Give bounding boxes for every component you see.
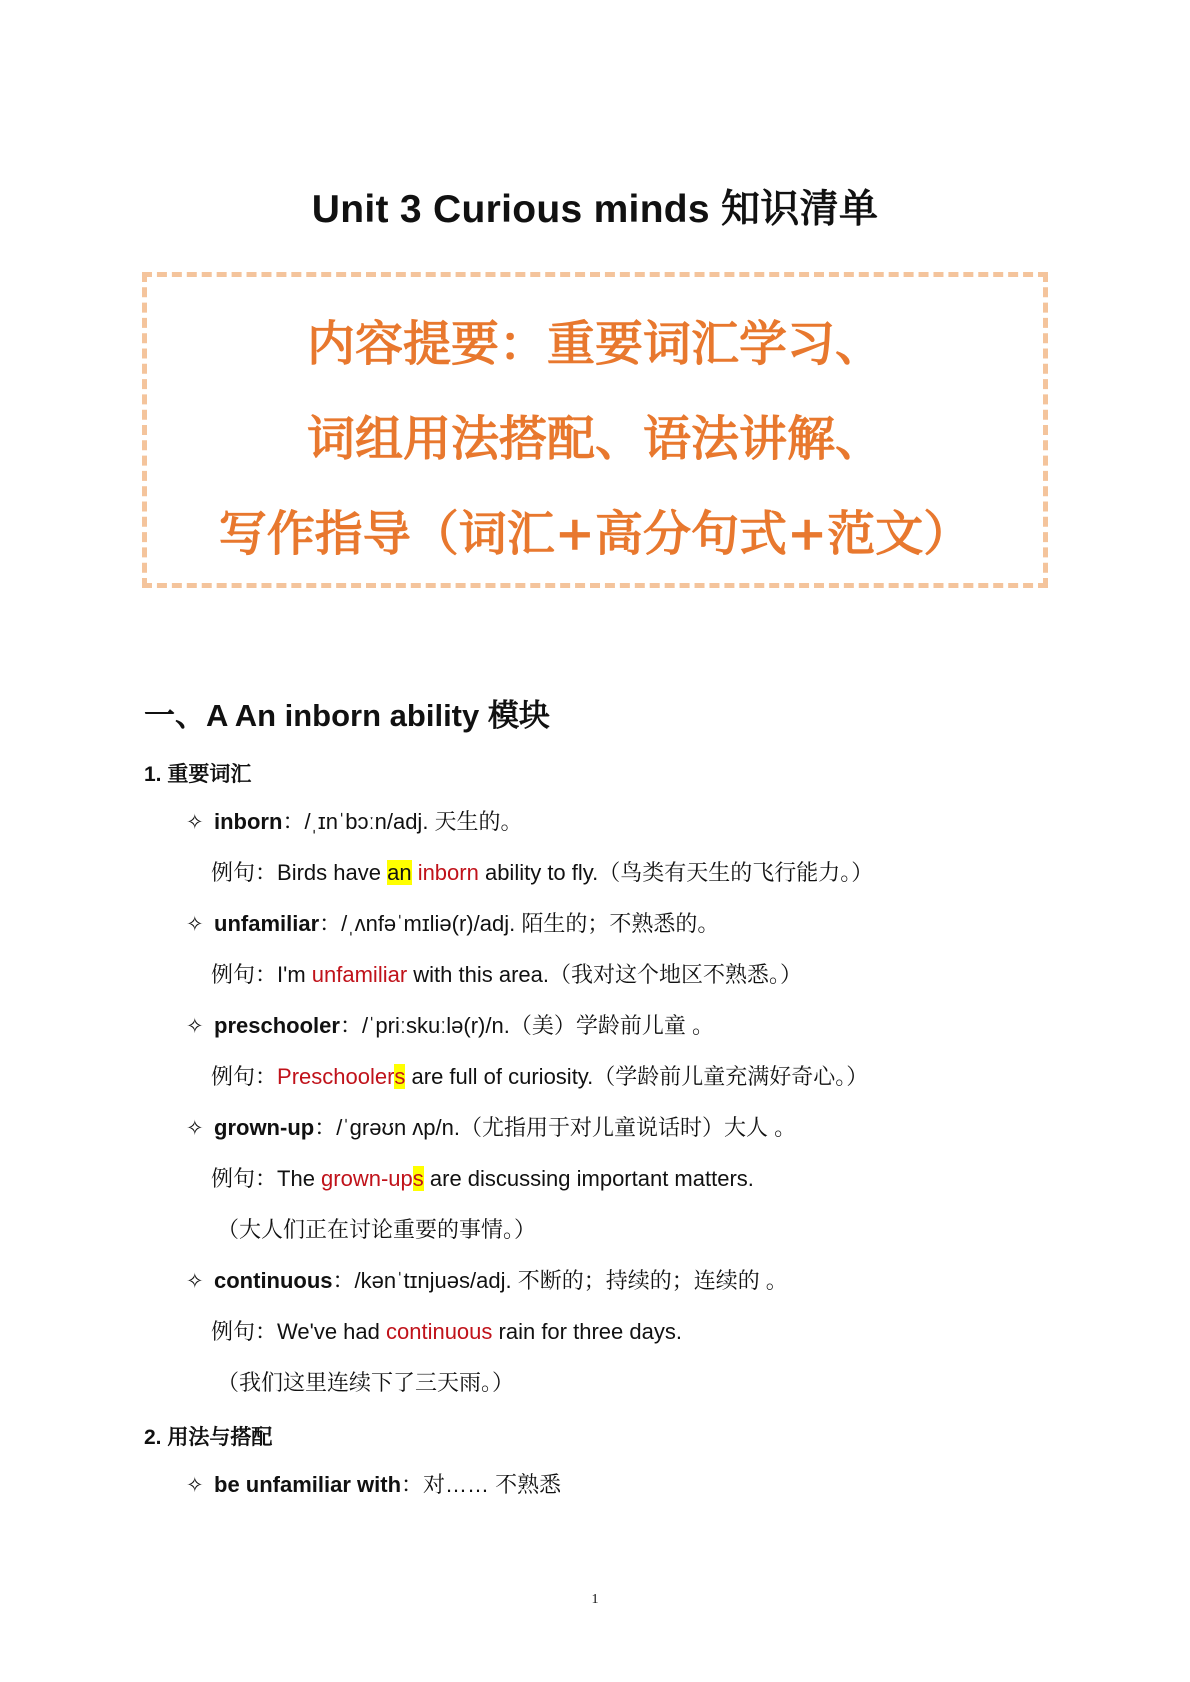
example-sentence: 例句：Preschoolers are full of curiosity.（学龄前儿童充满好奇心。） (211, 1064, 869, 1089)
vocab-entry-continuous (186, 1266, 788, 1296)
highlighted-text: an (387, 860, 412, 885)
section-heading: 一、A An inborn ability 模块 (144, 698, 550, 733)
summary-line-2: 词组用法搭配、语法讲解、 (306, 411, 883, 467)
summary-line-3: 写作指导（词汇+高分句式+范文） (218, 506, 972, 562)
usage-term: be unfamiliar with (214, 1472, 402, 1497)
subheading-vocabulary: 1. 重要词汇 (144, 763, 252, 786)
highlighted-text: s (412, 1166, 424, 1191)
usage-definition: ：对…… 不熟悉 (401, 1472, 562, 1497)
example-label: 例句： (211, 1166, 278, 1191)
diamond-bullet-icon: ✧ (186, 810, 204, 834)
vocab-term: grown-up (214, 1115, 315, 1140)
vocab-entry-inborn (186, 807, 523, 837)
example-sentence: 例句：We've had continuous rain for three days. (211, 1319, 682, 1344)
vocab-entry-grown-up (186, 1113, 796, 1143)
highlighted-text: s (394, 1064, 406, 1089)
vocab-entry-preschooler (186, 1011, 714, 1041)
vocab-entry-unfamiliar (186, 909, 719, 939)
example-label: 例句： (211, 860, 278, 885)
example-label: 例句： (211, 1064, 278, 1089)
diamond-bullet-icon: ✧ (186, 1116, 204, 1140)
keyword-red: Preschooler (277, 1064, 395, 1089)
example-translation: （我们这里连续下了三天雨。） (217, 1370, 515, 1395)
keyword-red: inborn (417, 860, 479, 885)
vocab-definition: ：/ˌɪnˈbɔːn/adj. 天生的。 (282, 809, 523, 834)
subheading-usage: 2. 用法与搭配 (144, 1426, 273, 1449)
vocab-definition: ：/kənˈtɪnjuəs/adj. 不断的；持续的；连续的 。 (332, 1268, 788, 1293)
diamond-bullet-icon: ✧ (186, 1473, 204, 1497)
keyword-red: grown-up (321, 1166, 413, 1191)
document-title: Unit 3 Curious minds 知识清单 (311, 188, 879, 231)
vocab-term: unfamiliar (214, 911, 320, 936)
keyword-red: unfamiliar (311, 962, 408, 987)
vocab-definition: ：/ˈpriːskuːlə(r)/n.（美）学龄前儿童 。 (339, 1013, 714, 1038)
vocab-term: inborn (214, 809, 283, 834)
example-label: 例句： (211, 962, 278, 987)
vocab-definition: ：/ˌʌnfəˈmɪliə(r)/adj. 陌生的；不熟悉的。 (319, 911, 720, 936)
example-sentence: 例句：I'm unfamiliar with this area.（我对这个地区不熟悉。） (211, 962, 802, 987)
vocab-term: continuous (214, 1268, 333, 1293)
summary-box (142, 272, 1048, 588)
vocab-definition: ：/ˈɡrəʊn ʌp/n.（尤指用于对儿童说话时）大人 。 (314, 1115, 797, 1140)
vocab-term: preschooler (214, 1013, 340, 1038)
example-label: 例句： (211, 1319, 278, 1344)
page-number: 1 (591, 1592, 599, 1607)
example-sentence: 例句：Birds have an inborn ability to fly.（鸟类有天生的飞行能力。） (211, 860, 874, 885)
diamond-bullet-icon: ✧ (186, 912, 204, 936)
summary-line-1: 内容提要：重要词汇学习、 (306, 316, 883, 372)
usage-entry (186, 1470, 561, 1500)
diamond-bullet-icon: ✧ (186, 1269, 204, 1293)
keyword-red: continuous (385, 1319, 493, 1344)
example-translation: （大人们正在讨论重要的事情。） (217, 1217, 537, 1242)
example-sentence: 例句：The grown-ups are discussing important matters. (211, 1166, 754, 1191)
diamond-bullet-icon: ✧ (186, 1014, 204, 1038)
